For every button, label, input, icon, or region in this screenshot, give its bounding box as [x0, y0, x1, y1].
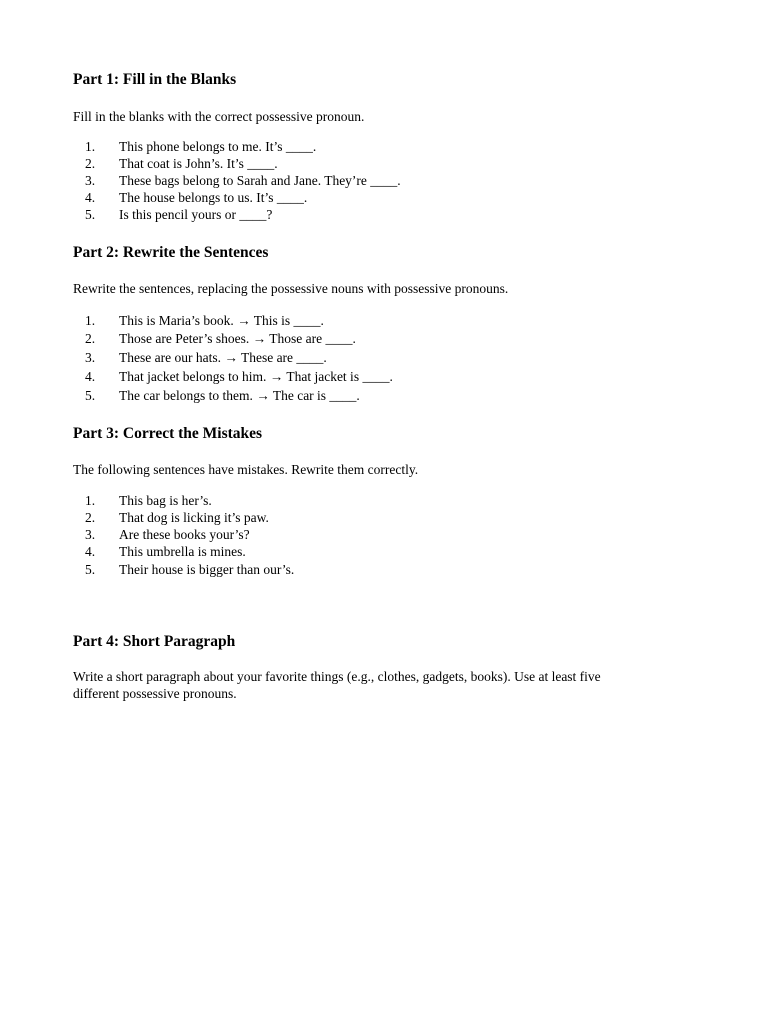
- item-text: The car belongs to them. → The car is ____.: [119, 388, 360, 403]
- part3-instruction: The following sentences have mistakes. Rewrite them correctly.: [73, 462, 419, 477]
- item-number: 5.: [85, 562, 96, 577]
- item-text: These are our hats. → These are ____.: [119, 350, 327, 365]
- list-item: [85, 562, 294, 578]
- list-item: [85, 527, 250, 543]
- item-text: This is Maria’s book. → This is ____.: [119, 313, 324, 328]
- item-number: 3.: [85, 173, 96, 188]
- list-item: [85, 388, 360, 404]
- item-number: 3.: [85, 527, 96, 542]
- list-item: [85, 510, 269, 526]
- item-number: 1.: [85, 313, 96, 328]
- list-item: [85, 156, 278, 172]
- item-number: 4.: [85, 544, 96, 559]
- part4-heading: Part 4: Short Paragraph: [73, 633, 236, 650]
- list-item: [85, 173, 401, 189]
- list-item: [85, 493, 212, 509]
- item-text: That dog is licking it’s paw.: [119, 510, 269, 525]
- part3-heading: Part 3: Correct the Mistakes: [73, 425, 263, 442]
- item-number: 1.: [85, 139, 96, 154]
- item-number: 5.: [85, 388, 96, 403]
- part4-instruction-line2: different possessive pronouns.: [73, 686, 237, 701]
- item-number: 4.: [85, 369, 96, 384]
- list-item: [85, 544, 246, 560]
- item-number: 3.: [85, 350, 96, 365]
- item-number: 5.: [85, 207, 96, 222]
- item-number: 2.: [85, 510, 96, 525]
- item-number: 4.: [85, 190, 96, 205]
- item-text: Those are Peter’s shoes. → Those are ____.: [119, 331, 356, 346]
- item-text: Is this pencil yours or ____?: [119, 207, 273, 222]
- part2-heading: Part 2: Rewrite the Sentences: [73, 244, 269, 261]
- list-item: [85, 139, 316, 155]
- list-item: [85, 350, 327, 366]
- part2-instruction: Rewrite the sentences, replacing the possessive nouns with possessive pronouns.: [73, 281, 509, 296]
- list-item: [85, 331, 356, 347]
- part4-instruction-line1: Write a short paragraph about your favorite things (e.g., clothes, gadgets, books). Use at least five: [73, 669, 601, 684]
- item-text: That jacket belongs to him. → That jacket is ____.: [119, 369, 393, 384]
- list-item: [85, 207, 272, 223]
- list-item: [85, 313, 324, 329]
- item-number: 1.: [85, 493, 96, 508]
- item-text: The house belongs to us. It’s ____.: [119, 190, 308, 205]
- item-text: Are these books your’s?: [119, 527, 250, 542]
- part1-instruction: Fill in the blanks with the correct possessive pronoun.: [73, 109, 365, 124]
- item-text: This phone belongs to me. It’s ____.: [119, 139, 317, 154]
- item-number: 2.: [85, 156, 96, 171]
- list-item: [85, 190, 307, 206]
- item-text: These bags belong to Sarah and Jane. They’re ____.: [119, 173, 401, 188]
- item-text: This bag is her’s.: [119, 493, 212, 508]
- item-text: This umbrella is mines.: [119, 544, 246, 559]
- list-item: [85, 369, 393, 385]
- part1-heading: Part 1: Fill in the Blanks: [73, 71, 237, 88]
- item-text: That coat is John’s. It’s ____.: [119, 156, 278, 171]
- item-number: 2.: [85, 331, 96, 346]
- item-text: Their house is bigger than our’s.: [119, 562, 295, 577]
